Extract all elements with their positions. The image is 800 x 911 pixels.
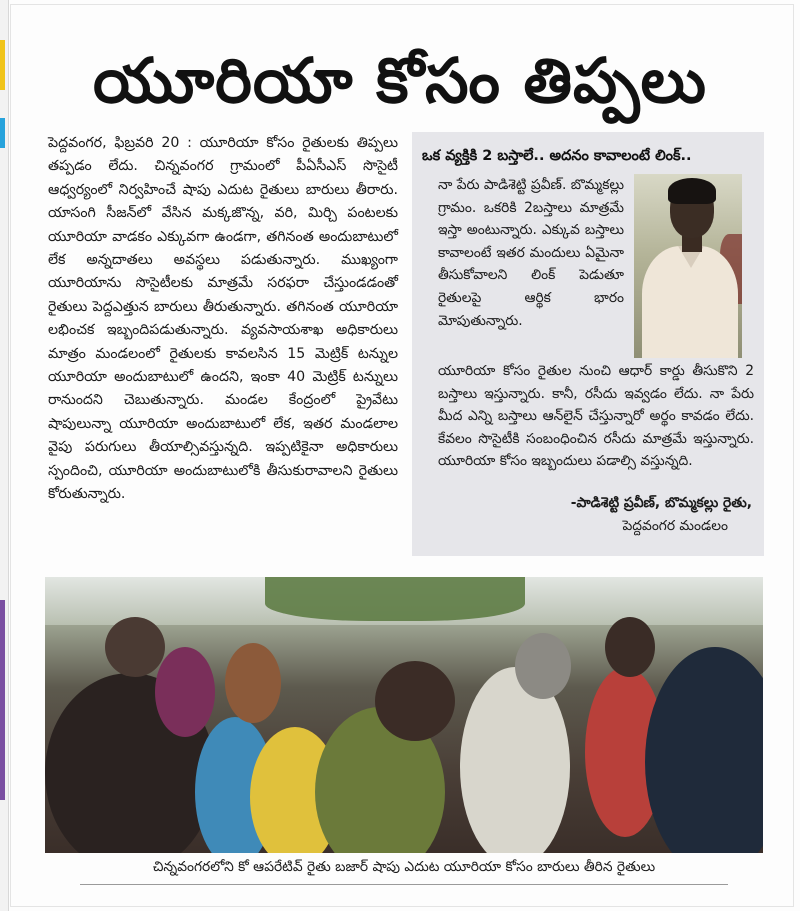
gutter-mark-yellow <box>0 40 5 90</box>
photo-caption: చిన్నవంగరలోని కో ఆపరేటివ్ రైతు బజార్ షాపు ఎదుట యూరియా కోసం బారులు తీరిన రైతులు <box>152 859 656 875</box>
quote-signature-name: -పాడిశెట్టి ప్రవీణ్, బొమ్మకల్లు రైతు, <box>570 495 752 511</box>
photo-person <box>515 633 571 699</box>
quote-text-beside-photo: నా పేరు పాడిశెట్టి ప్రవీణ్. బొమ్మకల్లు గ్రామం. ఒకరికి 2బస్తాలు మాత్రమే ఇస్తా అంటున్నారు. ఎక్కువ బస్తాలు కావాలంటే ఇతర మందులు ఏమైనా తీసుకోవాలని లింక్ పెడుతూ రైతులపై ఆర్థిక భారం మోపుతున్నారు. <box>438 177 624 329</box>
farmer-quote-box <box>412 132 764 556</box>
quote-text-below-photo: యూరియా కోసం రైతుల నుంచి ఆధార్ కార్డు తీసుకొని 2 బస్తాలు ఇస్తున్నారు. కానీ, రసీదు ఇవ్వడం లేదు. నా పేరు మీద ఎన్ని బస్తాలు ఆన్‌లైన్ చేస్తున్నారో అర్థం కావడం లేదు. కేవలం సొసైటీకి సంబంధించిన రసీదు మాత్రమే ఇస్తున్నారు. యూరియా కోసం ఇబ్బందులు పడాల్సి వస్తున్నది. <box>438 363 754 470</box>
quote-signature-place: పెద్దవంగర మండలం <box>622 518 728 534</box>
photo-person <box>605 617 655 677</box>
quote-signature <box>452 492 752 538</box>
photo-person <box>645 647 763 853</box>
farmer-portrait-photo <box>634 174 742 358</box>
photo-person <box>375 661 455 741</box>
portrait-hair <box>668 178 716 204</box>
photo-person <box>155 647 215 737</box>
gutter-mark-blue <box>0 118 5 148</box>
caption-divider <box>80 884 728 885</box>
main-article-paragraph: పెద్దవంగర, ఫిబ్రవరి 20 : యూరియా కోసం రైతులకు తిప్పలు తప్పడం లేదు. చిన్నవంగర గ్రామంలో పీఏసీఎస్ సొసైటీ ఆధ్వర్యంలో నిర్వహించే షాపు ఎదుట రైతులు బారులు తీరారు. యాసంగి సీజన్‌లో వేసిన మక్కజొన్న, వరి, మిర్చి పంటలకు యూరియా వాడకం ఎక్కువగా ఉండగా, తగినంత అందుబాటులో లేక అన్నదాతలు అవస్థలు పడుతున్నారు. ముఖ్యంగా యూరియాను సొసైటీలకు మాత్రమే సరఫరా చేస్తుండడంతో రైతులు పెద్దఎత్తున బారులు తీరుతున్నారు. తగినంత యూరియా లభించక ఇబ్బందిపడుతున్నారు. వ్యవసాయశాఖ అధికారులు మాత్రం మండలంలో రైతులకు కావలసిన 15 మెట్రిక్ టన్నుల యూరియా అందుబాటులో ఉందని, ఇంకా 40 మెట్రిక్ టన్నులు రానుందని చెబుతున్నారు. మండల కేంద్రంలో ప్రైవేటు షాపులున్నా యూరియా అందుబాటులో లేక, ఇతర మండలాల వైపు పరుగులు తీయాల్సివస్తున్నది. ఇప్పటికైనా అధికారులు స్పందించి, యూరియా అందుబాటులోకి తీసుకురావాలని రైతులు కోరుతున్నారు. <box>48 135 398 503</box>
photo-person <box>105 617 165 677</box>
farmers-queue-photo <box>45 577 763 853</box>
quote-box-title: ఒక వ్యక్తికి 2 బస్తాలే.. అదనం కావాలంటే లింక్.. <box>422 148 692 164</box>
headline: యూరియా కోసం తిప్పలు <box>93 44 707 117</box>
photo-tree-canopy <box>265 577 525 621</box>
main-article <box>48 132 398 507</box>
page-gutter <box>0 0 9 911</box>
photo-person <box>225 643 281 723</box>
gutter-mark-purple <box>0 600 5 800</box>
